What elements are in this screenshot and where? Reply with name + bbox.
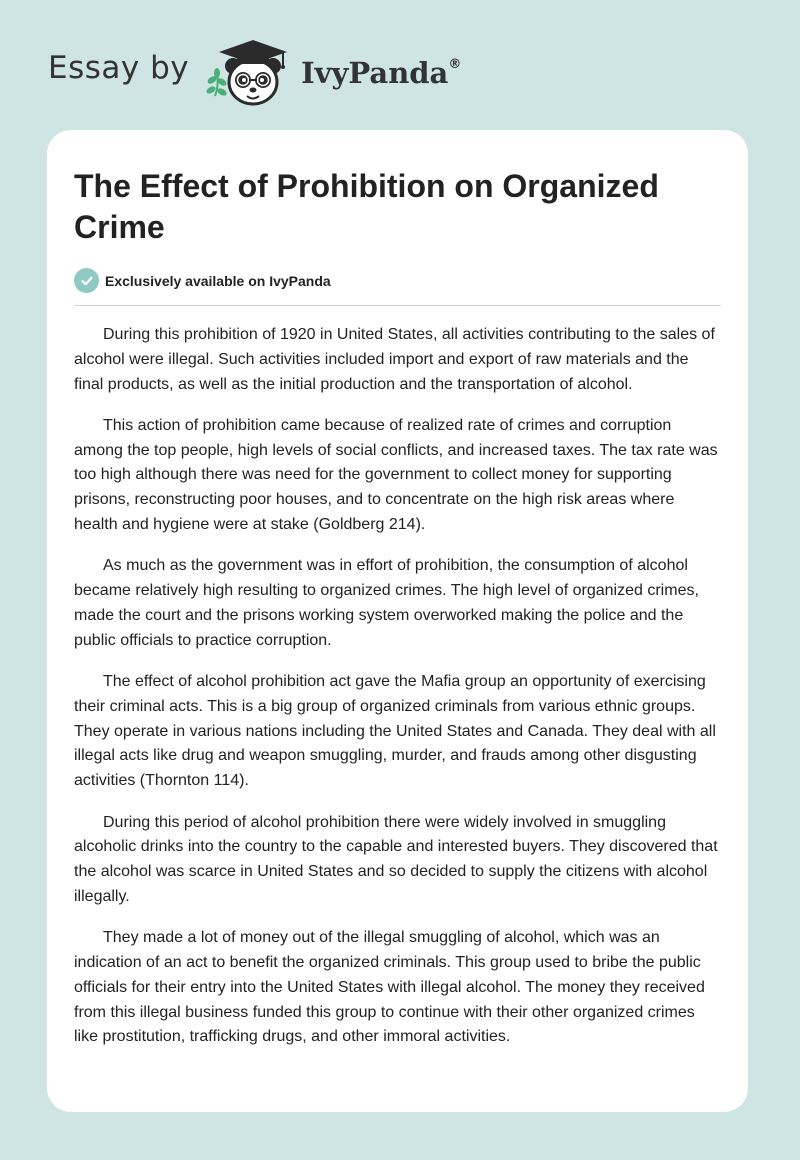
paragraph: During this prohibition of 1920 in United States, all activities contributing to the sales of alcohol were illegal. Such activities included import and export of raw materials and the final products, as well as the initial production and the transportation of alcohol. — [74, 326, 715, 393]
exclusive-badge — [74, 268, 721, 293]
brand-name[interactable] — [301, 56, 461, 90]
paragraph: As much as the government was in effort of prohibition, the consumption of alcohol became relatively high resulting to organized crimes. The high level of organized crimes, made the court and the prisons working system overworked making the police and the public officials to practice corruption. — [74, 557, 699, 649]
brand-label: IvyPanda — [301, 56, 449, 90]
paragraph: This action of prohibition came because of realized rate of crimes and corruption among the top people, high levels of social conflicts, and increased taxes. The tax rate was too high although there was need for the government to collect money for supporting prisons, reconstructing poor houses, and to concentrate on the high risk areas where health and hygiene were at stake (Goldberg 214). — [74, 416, 718, 534]
article-title: The Effect of Prohibition on Organized Crime — [74, 168, 659, 245]
panda-logo-icon[interactable] — [203, 36, 295, 108]
leaf-icon — [205, 68, 228, 97]
exclusive-badge-label: Exclusively available on IvyPanda — [105, 272, 331, 289]
paragraph: During this period of alcohol prohibition there were widely involved in smuggling alcoholic drinks into the country to the capable and interested buyers. They discovered that the alcohol was scarce in United States and so decided to supply the citizens with alcohol illegally. — [74, 813, 718, 905]
registered-mark: ® — [448, 57, 462, 73]
paragraph: They made a lot of money out of the illegal smuggling of alcohol, which was an indication of an act to benefit the organized criminals. This group used to bribe the public officials for their entry into the United States with illegal alcohol. The money they received from this illegal business funded this group to continue with their other organized crimes like prostitution, trafficking drugs, and other immoral activities. — [74, 929, 705, 1046]
article-card — [47, 130, 748, 1112]
article-body — [74, 323, 721, 1050]
essay-by-label: Essay by — [48, 50, 190, 86]
site-header — [48, 36, 461, 108]
check-circle-icon — [74, 268, 99, 293]
divider — [74, 305, 721, 306]
paragraph: The effect of alcohol prohibition act gave the Mafia group an opportunity of exercising their criminal acts. This is a big group of organized criminals from various ethnic groups. They operate in various nations including the United States and Canada. They deal with all illegal acts like drug and weapon smuggling, murder, and frauds among other disgusting activities (Thornton 114). — [74, 673, 716, 790]
